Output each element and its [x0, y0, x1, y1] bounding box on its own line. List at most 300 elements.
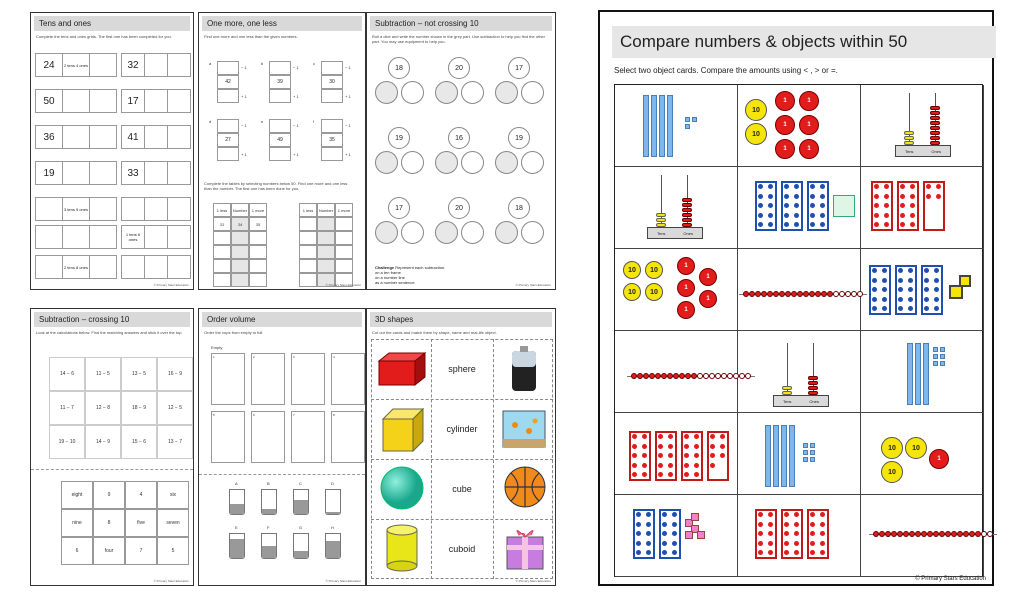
part-circle[interactable]	[521, 81, 544, 104]
part-circle[interactable]	[461, 151, 484, 174]
counter	[646, 541, 651, 546]
counter	[810, 213, 815, 218]
answer-box[interactable]	[217, 147, 239, 161]
answer-card[interactable]: 5	[157, 537, 189, 565]
counter-tray	[833, 195, 855, 217]
tens-ones-row	[121, 89, 191, 113]
counter	[668, 444, 673, 449]
worksheet-title: Subtraction – not crossing 10	[370, 16, 552, 31]
minus-label: − 1	[241, 65, 247, 70]
part-circle[interactable]	[521, 221, 544, 244]
one-coin: 1	[677, 301, 695, 319]
whole-circle: 18	[508, 197, 530, 219]
words-cell	[145, 54, 168, 76]
counter	[936, 194, 941, 199]
counter	[820, 522, 825, 527]
words-cell	[145, 256, 168, 278]
answer-box[interactable]	[321, 147, 343, 161]
answer-box[interactable]	[269, 61, 291, 75]
table-cell[interactable]	[213, 245, 231, 259]
order-box[interactable]: 7	[291, 411, 325, 463]
tens-rod	[923, 343, 929, 405]
tens-label: Tens	[782, 398, 792, 404]
worksheet-one-more-one-less[interactable]	[198, 12, 366, 290]
table-cell[interactable]	[213, 259, 231, 273]
counter	[758, 512, 763, 517]
answer-card[interactable]: 8	[93, 509, 125, 537]
order-box[interactable]: 3	[291, 353, 325, 405]
plus-label: + 1	[345, 152, 351, 157]
number-cell	[122, 256, 145, 278]
table-cell[interactable]	[335, 217, 353, 231]
counter	[662, 522, 667, 527]
tens-rod	[643, 95, 649, 157]
cup-liquid	[230, 504, 244, 514]
whole-circle: 17	[508, 57, 530, 79]
shape-name: cuboid	[448, 544, 476, 554]
table-cell[interactable]: 35	[249, 217, 267, 231]
counter	[658, 463, 663, 468]
counter	[694, 463, 699, 468]
table-cell[interactable]	[231, 273, 249, 287]
order-box[interactable]: 2	[251, 353, 285, 405]
counter	[884, 213, 889, 218]
order-box[interactable]: 6	[251, 411, 285, 463]
pink-cube	[691, 513, 699, 521]
given-number-box: 49	[269, 133, 291, 147]
ones-bead	[808, 386, 818, 390]
whole-circle: 16	[448, 127, 470, 149]
counter	[874, 213, 879, 218]
cup-card[interactable]	[325, 489, 341, 515]
words-cell: 3 tens 9 ones	[63, 198, 90, 220]
worksheet-title: One more, one less	[202, 16, 362, 31]
cup-liquid	[294, 500, 308, 514]
table-header: 1 more	[335, 203, 353, 217]
object-card[interactable]	[738, 413, 861, 495]
words-cell	[145, 198, 168, 220]
table-cell[interactable]	[231, 245, 249, 259]
worksheet-subtraction-crossing[interactable]	[30, 308, 194, 586]
cup-liquid	[262, 509, 276, 514]
part-circle-grey[interactable]	[435, 151, 458, 174]
challenge-item: on a number line	[375, 275, 405, 280]
order-box[interactable]: 8	[331, 411, 365, 463]
plus-label: + 1	[345, 94, 351, 99]
counter	[636, 512, 641, 517]
counter	[926, 194, 931, 199]
tens-ones-row	[35, 161, 117, 185]
table-cell[interactable]	[213, 273, 231, 287]
words-cell	[63, 90, 90, 112]
counter	[908, 297, 913, 302]
words-cell: 2 tens 8 ones	[63, 256, 90, 278]
counter	[768, 194, 773, 199]
one-coin: 1	[799, 139, 819, 159]
answer-card[interactable]: nine	[61, 509, 93, 537]
counter	[758, 194, 763, 199]
answer-box[interactable]	[217, 89, 239, 103]
part-circle-grey[interactable]	[435, 81, 458, 104]
worksheet-instruction: Order the cups from empty to full.	[204, 330, 264, 335]
cup-label: F	[267, 525, 270, 530]
cup-card[interactable]	[261, 489, 277, 515]
tens-rod	[915, 343, 921, 405]
base10-cell	[90, 90, 116, 112]
part-circle[interactable]	[521, 151, 544, 174]
one-coin: 1	[799, 91, 819, 111]
answer-card[interactable]: five	[125, 509, 157, 537]
counter	[794, 541, 799, 546]
whole-circle: 17	[388, 197, 410, 219]
counter	[882, 268, 887, 273]
answer-card[interactable]: 7	[125, 537, 157, 565]
table-cell[interactable]	[335, 259, 353, 273]
ones-bead	[930, 126, 940, 130]
counter	[882, 278, 887, 283]
one-coin: 1	[677, 257, 695, 275]
table-cell[interactable]	[299, 259, 317, 273]
counter	[794, 194, 799, 199]
counter	[934, 278, 939, 283]
cup-card[interactable]	[229, 533, 245, 559]
tens-bead	[904, 136, 914, 140]
table-cell[interactable]: 34	[231, 217, 249, 231]
table-cell[interactable]	[249, 231, 267, 245]
table-cell[interactable]	[299, 245, 317, 259]
counter	[872, 268, 877, 273]
tens-ones-row	[35, 255, 117, 279]
counter	[794, 512, 799, 517]
calculation-card: 15 − 6	[121, 425, 157, 459]
counter	[900, 213, 905, 218]
cup-card[interactable]	[229, 489, 245, 515]
counter	[820, 194, 825, 199]
page-title: Compare numbers & objects within 50	[612, 26, 996, 58]
one-coin: 1	[699, 290, 717, 308]
part-circle-grey[interactable]	[495, 221, 518, 244]
answer-box[interactable]	[269, 89, 291, 103]
cup-label: C	[299, 481, 302, 486]
item-letter: b	[261, 61, 264, 66]
ones-bead	[682, 213, 692, 217]
table-cell[interactable]	[249, 273, 267, 287]
counter	[924, 268, 929, 273]
cup-card[interactable]	[325, 533, 341, 559]
plus-label: + 1	[241, 152, 247, 157]
order-box[interactable]: 1	[211, 353, 245, 405]
counter	[910, 213, 915, 218]
ones-cube	[933, 347, 938, 352]
tens-ones-row	[121, 125, 191, 149]
string-bead	[857, 291, 863, 297]
answer-card[interactable]: 6	[61, 537, 93, 565]
worksheet-subtraction-not-crossing[interactable]	[366, 12, 556, 290]
ones-bead	[930, 121, 940, 125]
ones-cube	[685, 117, 690, 122]
counter	[684, 463, 689, 468]
tens-bead	[904, 131, 914, 135]
ones-cube	[940, 354, 945, 359]
shape-name: cylinder	[446, 424, 478, 434]
part-circle[interactable]	[461, 81, 484, 104]
answer-box[interactable]	[321, 89, 343, 103]
table-cell[interactable]: 33	[213, 217, 231, 231]
table-cell[interactable]	[335, 231, 353, 245]
base10-cell	[168, 90, 190, 112]
counter	[874, 194, 879, 199]
worksheet-footer: © Primary Stars Education	[325, 283, 361, 287]
counter	[934, 268, 939, 273]
part-circle-grey[interactable]	[375, 221, 398, 244]
worksheet-footer: © Primary Stars Education	[515, 283, 551, 287]
answer-box[interactable]	[321, 61, 343, 75]
part-circle[interactable]	[401, 151, 424, 174]
number-cell: 36	[36, 126, 63, 148]
table-cell[interactable]	[317, 231, 335, 245]
part-circle-grey[interactable]	[375, 81, 398, 104]
table-cell[interactable]	[231, 231, 249, 245]
cup-liquid	[294, 551, 308, 558]
ones-cube	[933, 361, 938, 366]
worksheet-footer: © Primary Stars Education	[915, 576, 986, 582]
counter	[658, 444, 663, 449]
table-cell[interactable]	[299, 217, 317, 231]
counter	[898, 278, 903, 283]
tens-rod	[765, 425, 771, 487]
counter	[784, 213, 789, 218]
ten-coin: 10	[881, 437, 903, 459]
cup-label: B	[267, 481, 270, 486]
part-circle[interactable]	[401, 81, 424, 104]
shape-name: sphere	[448, 364, 476, 374]
table-header: Number	[317, 203, 335, 217]
tens-ones-row	[121, 53, 191, 77]
counter	[636, 541, 641, 546]
part-circle-grey[interactable]	[435, 221, 458, 244]
worksheet-order-volume[interactable]	[198, 308, 366, 586]
order-box[interactable]: 4	[331, 353, 365, 405]
counter	[632, 444, 637, 449]
counter	[810, 512, 815, 517]
table-cell[interactable]	[335, 245, 353, 259]
base10-cell	[168, 256, 190, 278]
item-letter: f	[313, 119, 315, 124]
table-cell[interactable]	[299, 273, 317, 287]
ones-bead	[930, 131, 940, 135]
ones-cube	[803, 450, 808, 455]
minus-label: − 1	[345, 65, 351, 70]
one-coin: 1	[929, 449, 949, 469]
item-letter: c	[313, 61, 315, 66]
cup-card[interactable]	[293, 533, 309, 559]
counter	[784, 522, 789, 527]
worksheet-3d-shapes[interactable]	[366, 308, 556, 586]
answer-box[interactable]	[217, 61, 239, 75]
one-coin: 1	[799, 115, 819, 135]
abacus-base	[647, 227, 703, 239]
answer-box[interactable]	[217, 119, 239, 133]
ones-bead	[682, 198, 692, 202]
object-card[interactable]	[615, 331, 738, 413]
given-number-box: 35	[321, 133, 343, 147]
worksheet-tens-and-ones[interactable]	[30, 12, 194, 290]
part-circle-grey[interactable]	[375, 151, 398, 174]
answer-card[interactable]: four	[93, 537, 125, 565]
counter	[910, 194, 915, 199]
ones-bead	[682, 208, 692, 212]
answer-box[interactable]	[269, 147, 291, 161]
cuboid-shape-icon	[377, 351, 427, 387]
answer-box[interactable]	[321, 119, 343, 133]
counter	[720, 444, 725, 449]
ones-label: Ones	[683, 230, 693, 236]
one-coin: 1	[775, 115, 795, 135]
worksheet-instruction: Look at the calculations below. Find the matching answers and stick it over the top.	[36, 330, 183, 335]
cup-liquid	[262, 546, 276, 558]
ones-cube	[692, 117, 697, 122]
ones-label: Ones	[931, 148, 941, 154]
number-cell: 41	[122, 126, 145, 148]
whole-circle: 18	[388, 57, 410, 79]
counter	[874, 184, 879, 189]
table-cell[interactable]	[317, 217, 335, 231]
table-cell[interactable]	[231, 259, 249, 273]
tens-ones-row	[35, 89, 117, 113]
whole-circle: 20	[448, 197, 470, 219]
tens-ones-row	[35, 225, 117, 249]
plus-label: + 1	[241, 94, 247, 99]
counter	[768, 213, 773, 218]
base10-cell	[90, 126, 116, 148]
tens-ones-row	[121, 197, 191, 221]
object-card[interactable]	[738, 249, 861, 331]
one-coin: 1	[775, 91, 795, 111]
table-cell[interactable]	[249, 259, 267, 273]
words-cell	[145, 162, 168, 184]
worksheet-compare-numbers[interactable]	[598, 10, 994, 586]
calculation-card: 19 − 10	[49, 425, 85, 459]
counter	[882, 297, 887, 302]
counter	[710, 434, 715, 439]
counter	[900, 194, 905, 199]
counter	[636, 522, 641, 527]
cup-label: E	[235, 525, 238, 530]
counter	[794, 522, 799, 527]
counter	[810, 194, 815, 199]
words-cell	[63, 226, 90, 248]
ten-coin: 10	[623, 261, 641, 279]
table-cell[interactable]	[299, 231, 317, 245]
table-cell[interactable]	[249, 245, 267, 259]
challenge-text: Represent each subtraction.	[395, 265, 446, 270]
tens-ones-row	[35, 53, 117, 77]
whole-circle: 19	[508, 127, 530, 149]
ten-coin: 10	[645, 283, 663, 301]
words-cell	[145, 126, 168, 148]
counter	[758, 184, 763, 189]
counter	[672, 522, 677, 527]
order-box[interactable]: 5	[211, 411, 245, 463]
counter	[632, 434, 637, 439]
challenge-item: on a ten frame	[375, 270, 401, 275]
answer-card[interactable]: seven	[157, 509, 189, 537]
part-circle[interactable]	[401, 221, 424, 244]
table-header: 1 less	[213, 203, 231, 217]
counter	[672, 541, 677, 546]
tens-rod	[789, 425, 795, 487]
cup-liquid	[230, 539, 244, 558]
number-cell: 19	[36, 162, 63, 184]
whole-circle: 20	[448, 57, 470, 79]
part-circle-grey[interactable]	[495, 151, 518, 174]
pink-cube	[685, 531, 693, 539]
base10-cell	[168, 126, 190, 148]
ones-bead	[930, 111, 940, 115]
ones-cube	[803, 443, 808, 448]
part-circle[interactable]	[461, 221, 484, 244]
table-cell[interactable]	[317, 259, 335, 273]
answer-box[interactable]	[269, 119, 291, 133]
ones-cube	[940, 361, 945, 366]
cube-shape-icon	[381, 407, 425, 453]
tens-bead	[782, 386, 792, 390]
basketball-icon	[503, 465, 547, 509]
item-letter: d	[209, 119, 212, 124]
counter	[668, 434, 673, 439]
object-card[interactable]	[615, 85, 738, 167]
answer-card[interactable]: six	[157, 481, 189, 509]
counter	[662, 512, 667, 517]
counter	[632, 463, 637, 468]
item-letter: a	[209, 61, 212, 66]
base10-cell	[168, 162, 190, 184]
ones-cube	[685, 124, 690, 129]
minus-label: − 1	[293, 123, 299, 128]
fish-tank-icon	[501, 409, 547, 449]
counter	[784, 194, 789, 199]
given-number-box: 27	[217, 133, 239, 147]
object-card-grid	[614, 84, 983, 577]
table-cell[interactable]	[213, 231, 231, 245]
part-circle-grey[interactable]	[495, 81, 518, 104]
calculation-card: 11 − 5	[85, 357, 121, 391]
counter	[884, 184, 889, 189]
cylinder-shape-icon	[385, 523, 419, 573]
counter	[784, 184, 789, 189]
base10-cell	[168, 54, 190, 76]
answer-card[interactable]: eight	[61, 481, 93, 509]
tens-rod	[781, 425, 787, 487]
number-cell: 24	[36, 54, 63, 76]
ones-cube-yellow	[949, 285, 963, 299]
answer-card[interactable]: 4	[125, 481, 157, 509]
answer-card[interactable]: 9	[93, 481, 125, 509]
base10-cell	[90, 226, 116, 248]
tens-label: Tens	[904, 148, 914, 154]
number-cell	[36, 226, 63, 248]
cup-card[interactable]	[261, 533, 277, 559]
tens-rod	[773, 425, 779, 487]
calculation-card: 16 − 9	[157, 357, 193, 391]
table-cell[interactable]	[317, 245, 335, 259]
given-number-box: 39	[269, 75, 291, 89]
cup-label: H	[331, 525, 334, 530]
cup-card[interactable]	[293, 489, 309, 515]
counter	[684, 444, 689, 449]
number-cell: 17	[122, 90, 145, 112]
tens-rod	[907, 343, 913, 405]
